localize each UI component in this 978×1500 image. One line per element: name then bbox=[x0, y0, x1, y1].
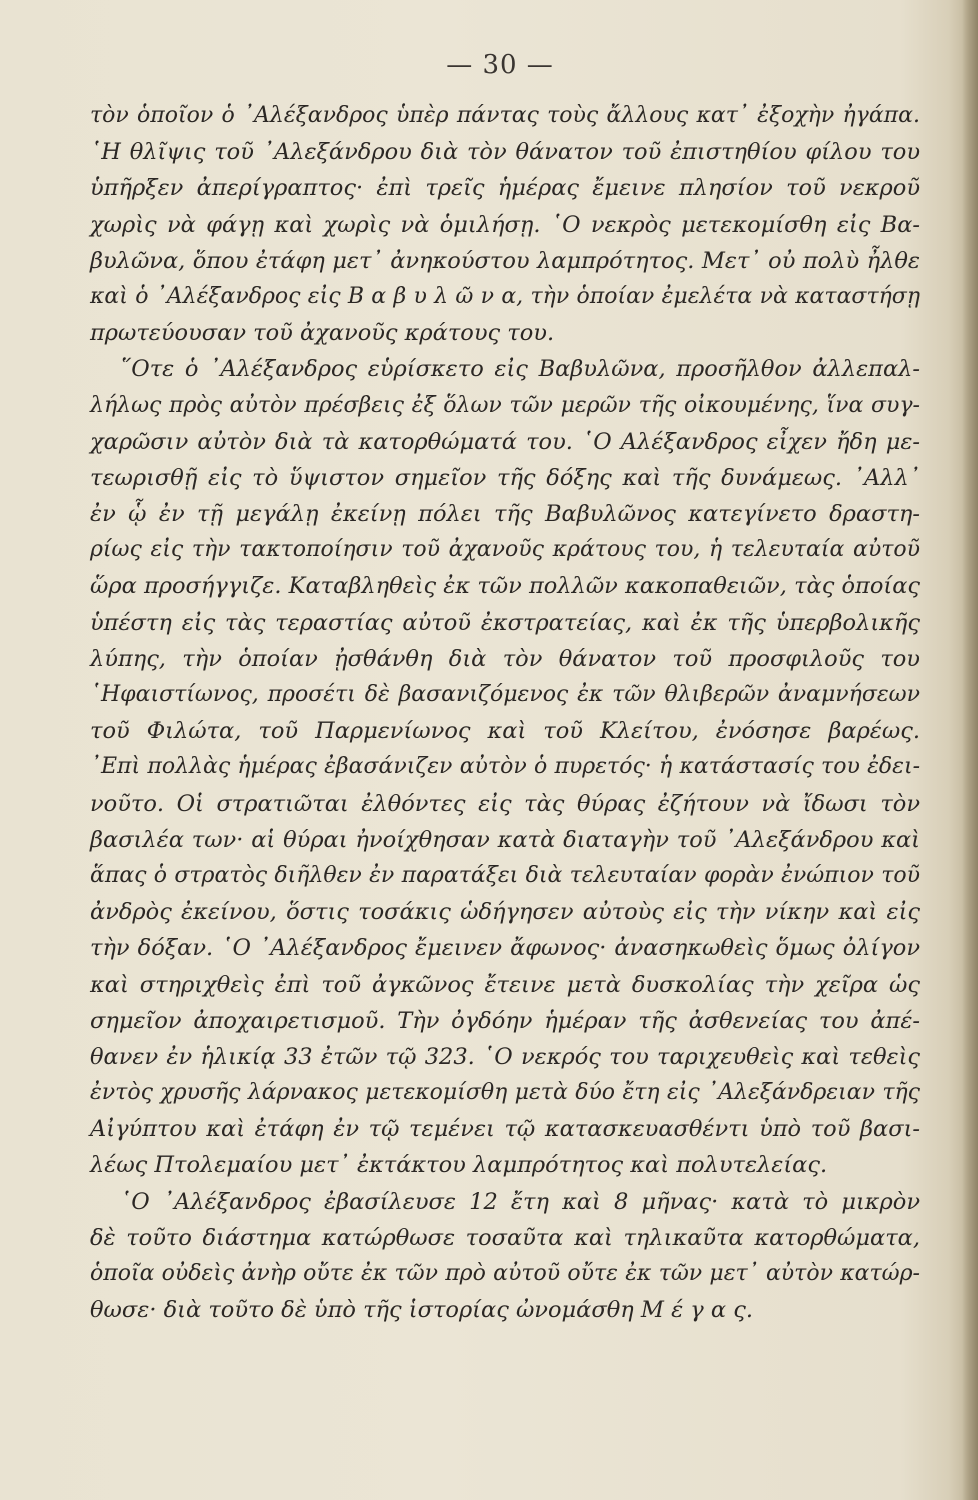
text-line: νοῦτο. Οἱ στρατιῶται ἐλθόντες εἰς τὰς θύρας ἐζήτουν νὰ ἴδωσι τὸν bbox=[90, 790, 920, 817]
text-line: δὲ τοῦτο διάστημα κατώρθωσε τοσαῦτα καὶ τηλικαῦτα κατορθώματα, bbox=[90, 1224, 920, 1251]
text-line: ἀνδρὸς ἐκείνου, ὅστις τοσάκις ὡδήγησεν αὐτοὺς εἰς τὴν νίκην καὶ εἰς bbox=[90, 899, 920, 926]
page-edge-shadow bbox=[962, 0, 978, 1500]
text-line: καὶ ὁ ᾿Αλέξανδρος εἰς Β α β υ λ ῶ ν α, τὴν ὁποίαν ἐμελέτα νὰ καταστήσῃ bbox=[90, 283, 920, 309]
text-line: ἐντὸς χρυσῆς λάρνακος μετεκομίσθη μετὰ δύο ἔτη εἰς ᾿Αλεξάνδρειαν τῆς bbox=[90, 1080, 920, 1106]
text-line: ᾿Επὶ πολλὰς ἡμέρας ἐβασάνιζεν αὐτὸν ὁ πυρετός· ἡ κατάστασίς του ἐδει- bbox=[90, 754, 920, 780]
text-line: ἐν ᾧ ἐν τῇ μεγάλῃ ἐκείνῃ πόλει τῆς Βαβυλῶνος κατεγίνετο δραστη- bbox=[90, 501, 920, 528]
page-number: — 30 — bbox=[446, 50, 554, 80]
text-line: τεωρισθῇ εἰς τὸ ὕψιστον σημεῖον τῆς δόξης καὶ τῆς δυνάμεως. ᾿Αλλ᾿ bbox=[90, 464, 920, 491]
text-line: χωρὶς νὰ φάγῃ καὶ χωρὶς νὰ ὁμιλήσῃ. ῾Ο νεκρὸς μετεκομίσθη εἰς Βα- bbox=[90, 211, 920, 238]
text-line: λήλως πρὸς αὐτὸν πρέσβεις ἐξ ὅλων τῶν μερῶν τῆς οἰκουμένης, ἵνα συγ- bbox=[90, 392, 920, 418]
text-line: βασιλέα των· αἱ θύραι ἠνοίχθησαν κατὰ διαταγὴν τοῦ ᾿Αλεξάνδρου καὶ bbox=[90, 826, 920, 853]
text-line: λέως Πτολεμαίου μετ᾿ ἐκτάκτου λαμπρότητος καὶ πολυτελείας. bbox=[90, 1152, 828, 1179]
text-line: ὑπέστη εἰς τὰς τεραστίας αὐτοῦ ἐκστρατείας, καὶ ἐκ τῆς ὑπερβολικῆς bbox=[90, 609, 920, 636]
text-line: πρωτεύουσαν τοῦ ἀχανοῦς κράτους του. bbox=[90, 320, 555, 347]
text-line: λύπης, τὴν ὁποίαν ᾐσθάνθη διὰ τὸν θάνατον τοῦ προσφιλοῦς του bbox=[90, 645, 920, 672]
text-line: ὁποῖα οὐδεὶς ἀνὴρ οὔτε ἐκ τῶν πρὸ αὐτοῦ οὔτε ἐκ τῶν μετ᾿ αὐτὸν κατώρ- bbox=[90, 1261, 920, 1286]
text-line: θωσε· διὰ τοῦτο δὲ ὑπὸ τῆς ἱστορίας ὠνομάσθη Μ έ γ α ς. bbox=[90, 1297, 753, 1324]
text-line: ἅπας ὁ στρατὸς διῆλθεν ἐν παρατάξει διὰ τελευταίαν φορὰν ἐνώπιον τοῦ bbox=[90, 862, 920, 888]
text-line: Αἰγύπτου καὶ ἐτάφη ἐν τῷ τεμένει τῷ κατασκευασθέντι ὑπὸ τοῦ βασι- bbox=[90, 1116, 920, 1143]
body-text bbox=[90, 98, 920, 1328]
text-line: τοῦ Φιλώτα, τοῦ Παρμενίωνος καὶ τοῦ Κλείτου, ἐνόσησε βαρέως. bbox=[90, 718, 920, 745]
text-line: χαρῶσιν αὐτὸν διὰ τὰ κατορθώματά του. ῾Ο Αλέξανδρος εἶχεν ἤδη με- bbox=[90, 428, 920, 455]
text-line: ῾Ηφαιστίωνος, προσέτι δὲ βασανιζόμενος ἐκ τῶν θλιβερῶν ἀναμνήσεων bbox=[90, 682, 920, 707]
text-line: ρίως εἰς τὴν τακτοποίησιν τοῦ ἀχανοῦς κράτους του, ἡ τελευταία αὐτοῦ bbox=[90, 537, 920, 563]
text-line: τὴν δόξαν. ῾Ο ᾿Αλέξανδρος ἔμεινεν ἄφωνος· ἀνασηκωθεὶς ὅμως ὀλίγον bbox=[90, 935, 920, 962]
text-line: ῾Η θλῖψις τοῦ ᾿Αλεξάνδρου διὰ τὸν θάνατον τοῦ ἐπιστηθίου φίλου του bbox=[90, 139, 920, 166]
text-line: σημεῖον ἀποχαιρετισμοῦ. Τὴν ὀγδόην ἡμέραν τῆς ἀσθενείας του ἀπέ- bbox=[90, 1007, 920, 1034]
text-line: καὶ στηριχθεὶς ἐπὶ τοῦ ἀγκῶνος ἔτεινε μετὰ δυσκολίας τὴν χεῖρα ὡς bbox=[90, 971, 920, 998]
text-line: ὥρα προσήγγιζε. Καταβληθεὶς ἐκ τῶν πολλῶν κακοπαθειῶν, τὰς ὁποίας bbox=[90, 573, 920, 600]
text-line: ὑπῆρξεν ἀπερίγραπτος· ἐπὶ τρεῖς ἡμέρας ἔμεινε πλησίον τοῦ νεκροῦ bbox=[90, 175, 920, 202]
text-line: ῞Οτε ὁ ᾿Αλέξανδρος εὑρίσκετο εἰς Βαβυλῶνα, προσῆλθον ἀλλεπαλ- bbox=[120, 356, 920, 383]
text-line: βυλῶνα, ὅπου ἐτάφη μετ᾿ ἀνηκούστου λαμπρότητος. Μετ᾿ οὐ πολὺ ἦλθε bbox=[90, 247, 920, 274]
text-line: ῾Ο ᾿Αλέξανδρος ἐβασίλευσε 12 ἔτη καὶ 8 μῆνας· κατὰ τὸ μικρὸν bbox=[120, 1188, 920, 1215]
text-line: τὸν ὁποῖον ὁ ᾿Αλέξανδρος ὑπὲρ πάντας τοὺς ἄλλους κατ᾿ ἐξοχὴν ἠγάπα. bbox=[90, 103, 920, 128]
text-line: θανεν ἐν ἡλικίᾳ 33 ἐτῶν τῷ 323. ῾Ο νεκρός του ταριχευθεὶς καὶ τεθεὶς bbox=[90, 1043, 920, 1070]
